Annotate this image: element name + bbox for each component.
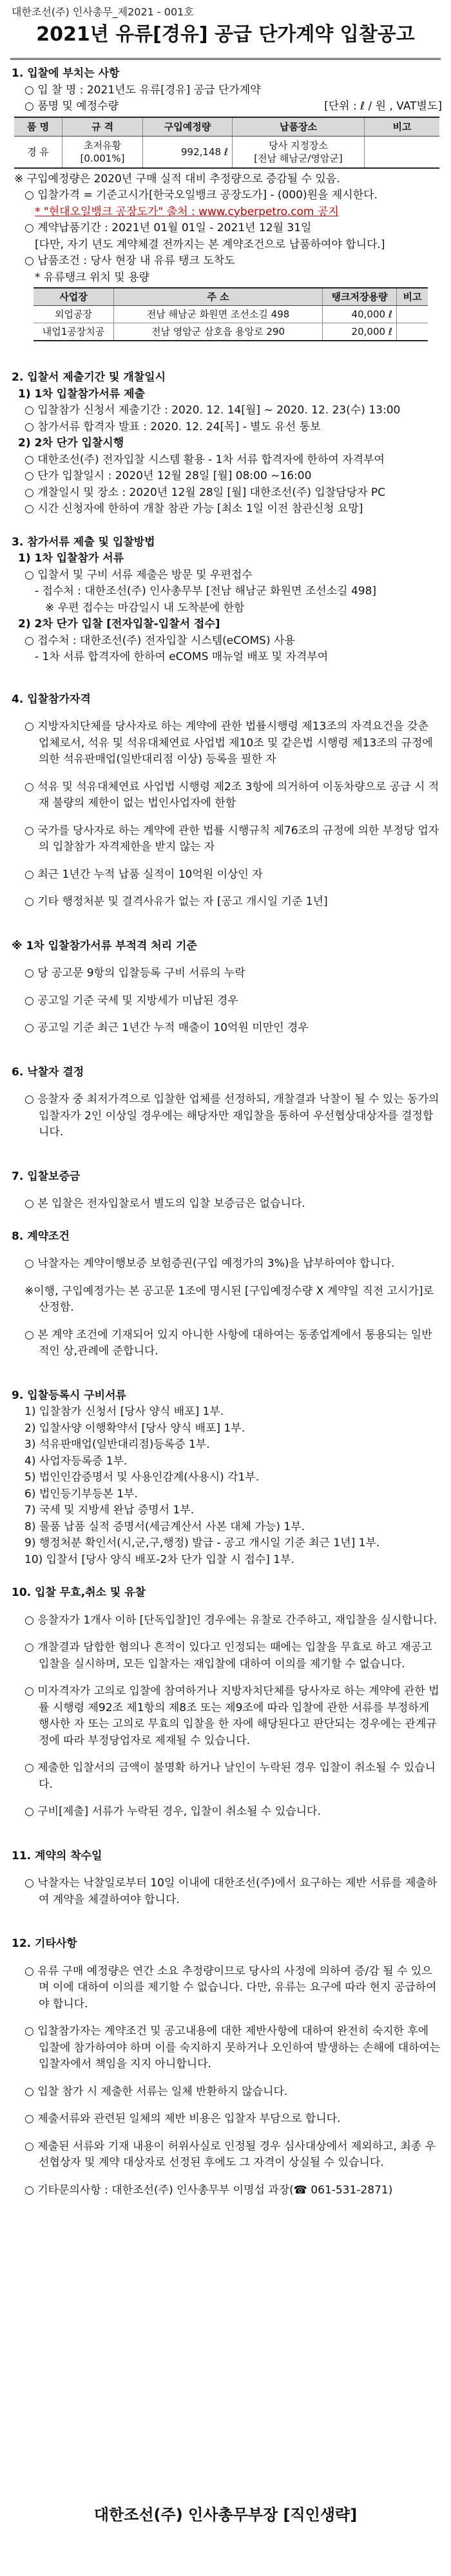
list-item: ○ 입찰참가자는 계약조건 및 공고내용에 대한 제반사항에 대하여 완전히 숙지한 후에 입찰에 참가하여야 하며 이를 숙지하지 못하거나 오인하여 발생하는 손해에 대하여는 입찰자에서 책임을 지지 아니합니다. [24, 2025, 441, 2070]
list-item: ○ 낙찰자는 계약이행보증 보험증권(구입 예정가의 3%)을 납부하여야 합니다. [24, 1257, 395, 1270]
cell-address: 전남 해남군 화원면 조선소길 498 [114, 306, 323, 323]
section-3-heading: 3. 참가서류 제출 및 입찰방법 [12, 535, 155, 549]
section-5-heading: ※ 1차 입찰참가서류 부적격 처리 기준 [12, 939, 197, 952]
contract-period: ○ 계약납품기간 : 2021년 01월 01일 - 2021년 12월 31일 [24, 222, 312, 234]
col-capacity: 탱크저장용량 [323, 288, 397, 306]
table-row [34, 323, 428, 341]
product-table-header [14, 117, 439, 137]
title-divider [10, 58, 441, 60]
col-address: 주 소 [114, 288, 323, 306]
cell-site: 외업공장 [34, 306, 114, 323]
price-basis: ○ 입찰가격 = 기준고시가[한국오일뱅크 공장도가] - (000)원을 제시한다. [24, 189, 378, 202]
section-2-line: ○ 시간 신청자에 한하여 개찰 참관 가능 [최소 1일 이전 참관신청 요망] [24, 502, 363, 515]
list-item: ○ 구비[제출] 서류가 누락된 경우, 입찰이 취소될 수 있습니다. [24, 1805, 321, 1818]
cell-name: 경 유 [14, 136, 62, 168]
list-item: ○ 최근 1년간 누적 납품 실적이 10억원 이상인 자 [24, 867, 263, 881]
contact-info: ○ 기타문의사항 : 대한조선(주) 인사총무부 이명섭 과장(☎ 061-531-2871) [24, 2183, 393, 2197]
section-12-heading: 12. 기타사항 [12, 1937, 77, 1950]
section-11-heading: 11. 계약의 착수일 [12, 1849, 102, 1862]
cell-spec-line2: [0.001%] [80, 152, 125, 164]
tank-table [34, 287, 428, 341]
section-3-line: ○ 접수처 : 대한조선(주) 전자입찰 시스템(eCOMS) 사용 [24, 634, 295, 647]
list-item: ○ 지방자치단체를 당사자로 하는 계약에 관한 법률시행령 제13조의 자격요건을 갖춘 업체로서, 석유 및 석유대체연료 사업법 제10조 및 같은법 시행령 제13조의 규정에 의한 석유판매업(일반대리점 이상) 등록을 필한 자 [24, 720, 433, 766]
cell-remark [397, 323, 428, 341]
contract-period-note: [다만, 자기 년도 계약체결 전까지는 본 계약조건으로 납품하여야 합니다.] [35, 238, 385, 251]
list-item: 4) 사업자등록증 1부. [24, 1454, 128, 1468]
list-item: ○ 제출된 서류와 기재 내용이 허위사실로 인정될 경우 심사대상에서 제외하고, 최종 우선협상자 및 계약 대상자로 선정된 후에도 그 자격이 상실될 수 있습니다. [24, 2139, 436, 2169]
list-item: ○ 입찰 참가 시 제출한 서류는 일체 반환하지 않습니다. [24, 2085, 288, 2098]
section-8-heading: 8. 계약조건 [12, 1229, 70, 1243]
cell-spec [62, 136, 143, 168]
issuer-signature: 대한조선(주) 인사총무부장 [직인생략] [93, 2506, 358, 2524]
section-2-line: ○ 대한조선(주) 전자입찰 시스템 활용 - 1차 서류 합격자에 한하여 자격부여 [24, 453, 385, 466]
list-item: 3) 석유판매업(일반대리점)등록증 1부. [24, 1438, 210, 1451]
list-item: 9) 행정처분 확인서(시,군,구,행정) 발급 - 공고 개시일 기준 최근 1년] 1부. [24, 1537, 380, 1549]
list-item: ○ 석유 및 석유대체연료 사업법 시행령 제2조 3항에 의거하여 이동차량으로 공급 시 적재 불량의 제한이 없는 법인사업자에 한함 [24, 780, 439, 810]
list-item: ○ 공고일 기준 국세 및 지방세가 미납된 경우 [24, 994, 238, 1007]
col-qty: 구입예정량 [143, 117, 233, 137]
col-site: 사업장 [34, 288, 114, 306]
section-2-line: ○ 입찰참가 신청서 제출기간 : 2020. 12. 14[월] ~ 2020. 12. 23(수) 13:00 [24, 404, 401, 417]
col-name: 품 명 [14, 117, 62, 137]
section-3-line: ○ 입찰서 및 구비 서류 제출은 방문 및 우편접수 [24, 568, 253, 582]
cell-spec-line1: 초저유황 [84, 139, 121, 151]
bid-name: ○ 입 찰 명 : 2021년도 유류[경유] 공급 단가계약 [24, 83, 261, 97]
list-item: ※이행, 구입예정가는 본 공고문 1조에 명시된 [구입예정수량 X 계약일 직전 고시가]로 산정함. [24, 1284, 434, 1314]
cell-remark [397, 306, 428, 323]
list-item: ○ 기타 행정처분 및 결격사유가 없는 자 [공고 개시일 기준 1년] [24, 895, 328, 908]
item-quantity-row [12, 99, 442, 115]
section-2-line: ○ 참가서류 합격자 발표 : 2020. 12. 24[목] - 별도 유선 통보 [24, 420, 321, 433]
list-item: ○ 당 공고문 9항의 입찰등록 구비 서류의 누락 [24, 967, 245, 980]
list-item: ○ 응찰자가 1개사 이하 [단독입찰]인 경우에는 유찰로 간주하고, 재입찰을 실시합니다. [24, 1613, 437, 1627]
cell-qty: 992,148 ℓ [143, 136, 233, 168]
list-item: 6) 법인등기부등본 1부. [24, 1487, 138, 1501]
notice-body [12, 66, 442, 2210]
section-1-heading: 1. 입찰에 부치는 사항 [12, 67, 120, 80]
quantity-note: ※ 구입예정량은 2020년 구매 실적 대비 추정량으로 증감될 수 있음. [14, 172, 340, 185]
section-3-line: ※ 우편 접수는 마감일시 내 도착분에 한함 [45, 601, 245, 614]
cell-note [365, 136, 440, 168]
section-3-line: - 접수처 : 대한조선(주) 인사총무부 [전남 해남군 화원면 조선소길 498] [35, 585, 377, 598]
cell-address: 전남 영암군 삼호읍 용앙로 290 [114, 323, 323, 341]
cell-capacity: 40,000 ℓ [323, 306, 397, 323]
list-item: 5) 법인인감증명서 및 사용인감계(사용시) 각1부. [24, 1471, 260, 1484]
list-item: 8) 물품 납품 실적 증명서(세금계산서 사본 대체 가능) 1부. [24, 1520, 305, 1533]
notice-title: 2021년 유류[경유] 공급 단가계약 입찰공고 [36, 23, 415, 46]
col-note: 비고 [365, 117, 440, 137]
unit-note: [단위 : ℓ / 원 , VAT별도] [324, 100, 442, 113]
col-remark: 비고 [397, 288, 428, 306]
cell-place-line1: 당사 지정장소 [269, 139, 328, 151]
document-reference-number: 대한조선(주) 인사총무_제2021 - 001호 [12, 6, 194, 18]
table-row [34, 306, 428, 323]
tank-table-header [34, 288, 428, 306]
section-2-sub-2: 2) 2차 단가 입찰시행 [18, 437, 124, 450]
section-2-heading: 2. 입찰서 제출기간 및 개찰일시 [12, 371, 166, 384]
cell-site: 내업1공장치공 [34, 323, 114, 341]
section-3-sub-2: 2) 2차 단가 입찰 [전자입찰-입찰서 접수] [18, 618, 220, 630]
section-9-heading: 9. 입찰등록시 구비서류 [12, 1388, 126, 1402]
list-item: ○ 미자격자가 고의로 입찰에 참여하거나 지방자치단체를 당사자로 하는 계약에 관한 법률 시행령 제92조 제1항의 제8조 또는 제9조에 따라 입찰에 관한 서류를 부정하게 행사한 자 또는 고의로 무효의 입찰을 한 자에 해당된다고 판단되는 경우에는 관계규정에 따라 부정당업자로 제재될 수 있습니다. [24, 1685, 439, 1747]
list-item: ○ 개찰결과 담합한 혐의나 흔적이 있다고 인정되는 때에는 입찰을 무효로 하고 재공고 입찰을 실시하며, 모든 입찰자는 재입찰에 대하여 이의를 제기할 수 없습니다. [24, 1641, 432, 1671]
list-item: 1) 입찰참가 신청서 [당사 양식 배포] 1부. [24, 1405, 224, 1418]
cell-place [233, 136, 365, 168]
cell-capacity: 20,000 ℓ [323, 323, 397, 341]
product-table [14, 117, 439, 169]
section-4-heading: 4. 입찰참가자격 [12, 692, 91, 706]
list-item: ○ 제출한 입찰서의 금액이 불명확 하거나 날인이 누락된 경우 입찰이 취소될 수 있습니다. [24, 1761, 436, 1791]
table-row [14, 136, 439, 168]
list-item: 10) 입찰서 [당사 양식 배포-2차 단가 입찰 시 접수] 1부. [24, 1553, 294, 1566]
section-6-heading: 6. 낙찰자 결정 [12, 1065, 84, 1079]
list-item: ○ 제출서류와 관련된 일체의 제반 비용은 입찰자 부담으로 합니다. [24, 2112, 341, 2125]
list-item: 2) 입찰사양 이행확약서 [당사 양식 배포] 1부. [24, 1421, 245, 1435]
section-7-heading: 7. 입찰보증금 [12, 1170, 81, 1183]
item-quantity-label: ○ 품명 및 예정수량 [24, 100, 119, 113]
section-3-line: - 1차 서류 합격자에 한하여 eCOMS 매뉴얼 배포 및 자격부여 [35, 650, 329, 663]
section-3-sub-1: 1) 1차 입찰참가 서류 [18, 552, 124, 565]
delivery-condition: ○ 납품조건 : 당사 현장 내 유류 탱크 도착도 [24, 254, 235, 267]
tank-location-label: * 유류탱크 위치 및 용량 [35, 270, 149, 284]
section-6-body: ○ 응찰자 중 최저가격으로 입찰한 업체를 선정하되, 개찰결과 낙찰이 될 수 있는 동가의 입찰자가 2인 이상일 경우에는 해당자만 재입찰을 통하여 우선협상대상자를 결정합니다. [24, 1093, 439, 1139]
list-item: ○ 본 계약 조건에 기재되어 있지 아니한 사항에 대하여는 동종업계에서 통용되는 일반적인 상,관례에 준합니다. [24, 1328, 432, 1358]
section-11-body: ○ 낙찰자는 낙찰일로부터 10일 이내에 대한조선(주)에서 요구하는 제반 서류를 제출하여 계약을 체결하여야 합니다. [24, 1877, 437, 1906]
price-source-link[interactable]: * "현대오일뱅크 공장도가" 출처 : www.cyberpetro.com 공지 [35, 205, 339, 218]
section-2-line: ○ 단가 입찰일시 : 2020년 12월 28일 [월] 08:00 ~16:00 [24, 469, 312, 482]
list-item: ○ 공고일 기준 최근 1년간 누적 매출이 10억원 미만인 경우 [24, 1021, 309, 1034]
section-7-body: ○ 본 입찰은 전자입찰로서 별도의 입찰 보증금은 없습니다. [24, 1197, 305, 1210]
section-2-sub-1: 1) 1차 입찰참가서류 제출 [18, 387, 145, 401]
list-item: ○ 유류 구매 예정량은 연간 소요 추정량이므로 당사의 사정에 의하여 증/감 될 수 있으며 이에 대하여 이의를 제기할 수 없습니다. 다만, 유류는 요구에 따라 현지 공급하여야 합니다. [24, 1964, 437, 2011]
list-item: ○ 국가를 당사자로 하는 계약에 관한 법률 시행규칙 제76조의 규정에 의한 부정당 업자의 입찰참가 자격제한을 받지 않는 자 [24, 824, 439, 853]
cell-place-line2: [전남 해남군/영암군] [254, 152, 343, 164]
list-item: 7) 국세 및 지방세 완납 증명서 1부. [24, 1504, 195, 1517]
col-spec: 규 격 [62, 117, 143, 137]
section-10-heading: 10. 입찰 무효,취소 및 유찰 [12, 1586, 146, 1599]
col-place: 납품장소 [233, 117, 365, 137]
section-2-line: ○ 개찰일시 및 장소 : 2020년 12월 28일 [월] 대한조선(주) 입찰담당자 PC [24, 486, 386, 499]
